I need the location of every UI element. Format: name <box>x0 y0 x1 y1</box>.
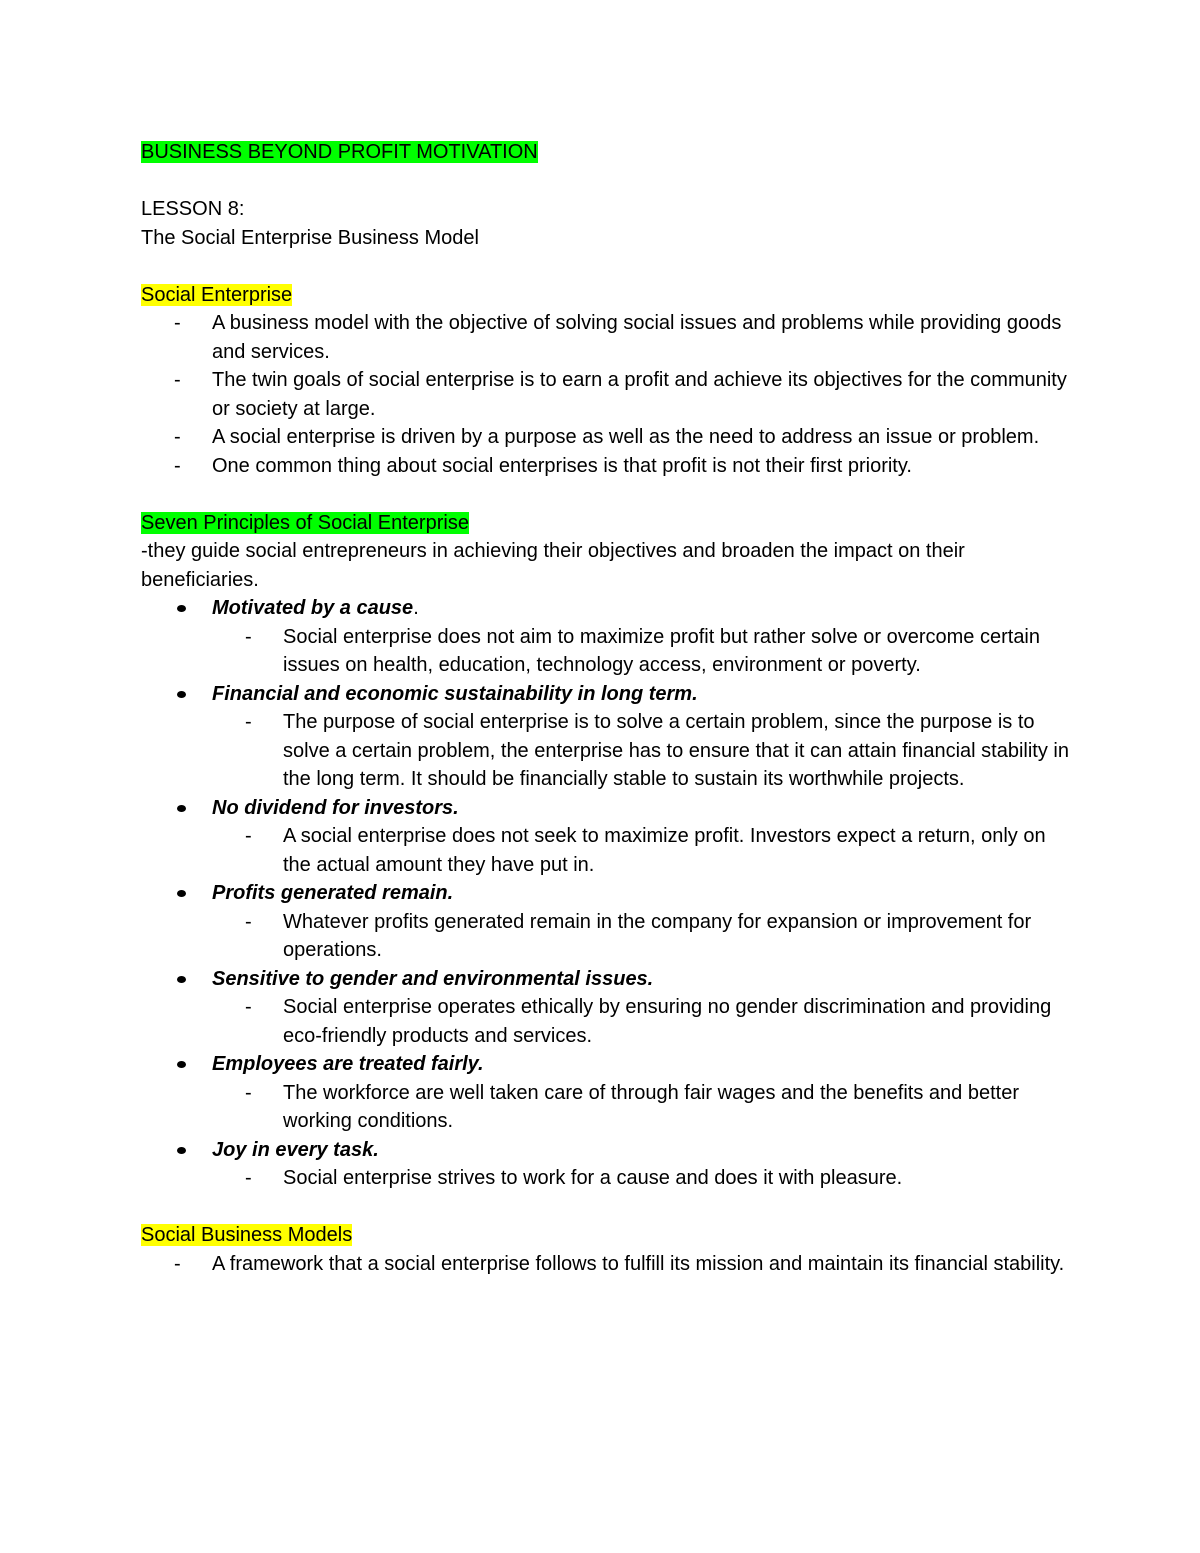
document-page <box>141 138 1071 1278</box>
spacer <box>141 480 1071 509</box>
list-item: - One common thing about social enterprises is that profit is not their first priority. <box>141 452 1071 481</box>
principle-detail-list <box>212 1164 1071 1193</box>
principle-item <box>141 680 1071 794</box>
spacer <box>141 1193 1071 1222</box>
principle-detail-list <box>212 1079 1071 1136</box>
principle-suffix: . <box>413 597 419 619</box>
social-enterprise-list <box>141 309 1071 480</box>
lesson-name: The Social Enterprise Business Model <box>141 226 479 249</box>
spacer <box>141 252 1071 281</box>
principle-item <box>141 794 1071 880</box>
social-enterprise-heading <box>141 281 1071 310</box>
principle-title: Sensitive to gender and environmental issues. <box>212 967 654 990</box>
principle-detail: - Social enterprise does not aim to maximize profit but rather solve or overcome certain issues on health, education, technology access, environment or poverty. <box>212 623 1071 680</box>
title-highlight: BUSINESS BEYOND PROFIT MOTIVATION <box>141 141 538 163</box>
bullet-icon <box>177 1061 186 1068</box>
bullet-icon <box>177 976 186 983</box>
social-business-models-list <box>141 1250 1071 1279</box>
heading-highlight: Social Enterprise <box>141 283 293 306</box>
principle-item <box>141 594 1071 680</box>
document-title <box>141 138 1071 167</box>
bullet-icon <box>177 605 186 612</box>
principle-title: Joy in every task. <box>212 1138 379 1161</box>
seven-principles-heading <box>141 509 1071 538</box>
bullet-icon <box>177 1147 186 1154</box>
principle-detail: - Social enterprise strives to work for a cause and does it with pleasure. <box>212 1164 1071 1193</box>
spacer <box>141 167 1071 196</box>
principle-item <box>141 1136 1071 1193</box>
list-item: - A social enterprise is driven by a purpose as well as the need to address an issue or problem. <box>141 423 1071 452</box>
principles-list <box>141 594 1071 1193</box>
principle-detail: - A social enterprise does not seek to maximize profit. Investors expect a return, only on the actual amount they have put in. <box>212 822 1071 879</box>
heading-highlight: Social Business Models <box>141 1224 353 1246</box>
principle-detail: - The workforce are well taken care of through fair wages and the benefits and better working conditions. <box>212 1079 1071 1136</box>
list-item: - A framework that a social enterprise follows to fulfill its mission and maintain its financial stability. <box>141 1250 1071 1279</box>
list-item: - The twin goals of social enterprise is to earn a profit and achieve its objectives for the community or society at large. <box>141 366 1071 423</box>
principle-title: No dividend for investors. <box>212 796 459 819</box>
principle-detail: - Social enterprise operates ethically by ensuring no gender discrimination and providing eco-friendly products and services. <box>212 993 1071 1050</box>
principle-detail-list <box>212 993 1071 1050</box>
heading-highlight: Seven Principles of Social Enterprise <box>141 511 469 534</box>
lesson-number: LESSON 8: <box>141 198 245 220</box>
bullet-icon <box>177 890 186 897</box>
seven-principles-intro: -they guide social entrepreneurs in achieving their objectives and broaden the impact on their beneficiaries. <box>141 540 965 591</box>
bullet-icon <box>177 805 186 812</box>
principle-item <box>141 965 1071 1051</box>
bullet-icon <box>177 691 186 698</box>
principle-item <box>141 879 1071 965</box>
principle-title: Motivated by a cause <box>212 597 414 619</box>
principle-detail-list <box>212 623 1071 680</box>
principle-title: Profits generated remain. <box>212 882 454 904</box>
social-business-models-heading <box>141 1221 1071 1250</box>
principle-detail: - Whatever profits generated remain in the company for expansion or improvement for operations. <box>212 908 1071 965</box>
list-item: - A business model with the objective of solving social issues and problems while providing goods and services. <box>141 309 1071 366</box>
principle-detail-list <box>212 822 1071 879</box>
principle-item <box>141 1050 1071 1136</box>
principle-detail-list <box>212 708 1071 794</box>
principle-detail: - The purpose of social enterprise is to solve a certain problem, since the purpose is to solve a certain problem, the enterprise has to ensure that it can attain financial stability in the long term. It should be financially stable to sustain its worthwhile projects. <box>212 708 1071 794</box>
principle-title: Financial and economic sustainability in long term. <box>212 682 698 705</box>
principle-title: Employees are treated fairly. <box>212 1053 484 1075</box>
principle-detail-list <box>212 908 1071 965</box>
